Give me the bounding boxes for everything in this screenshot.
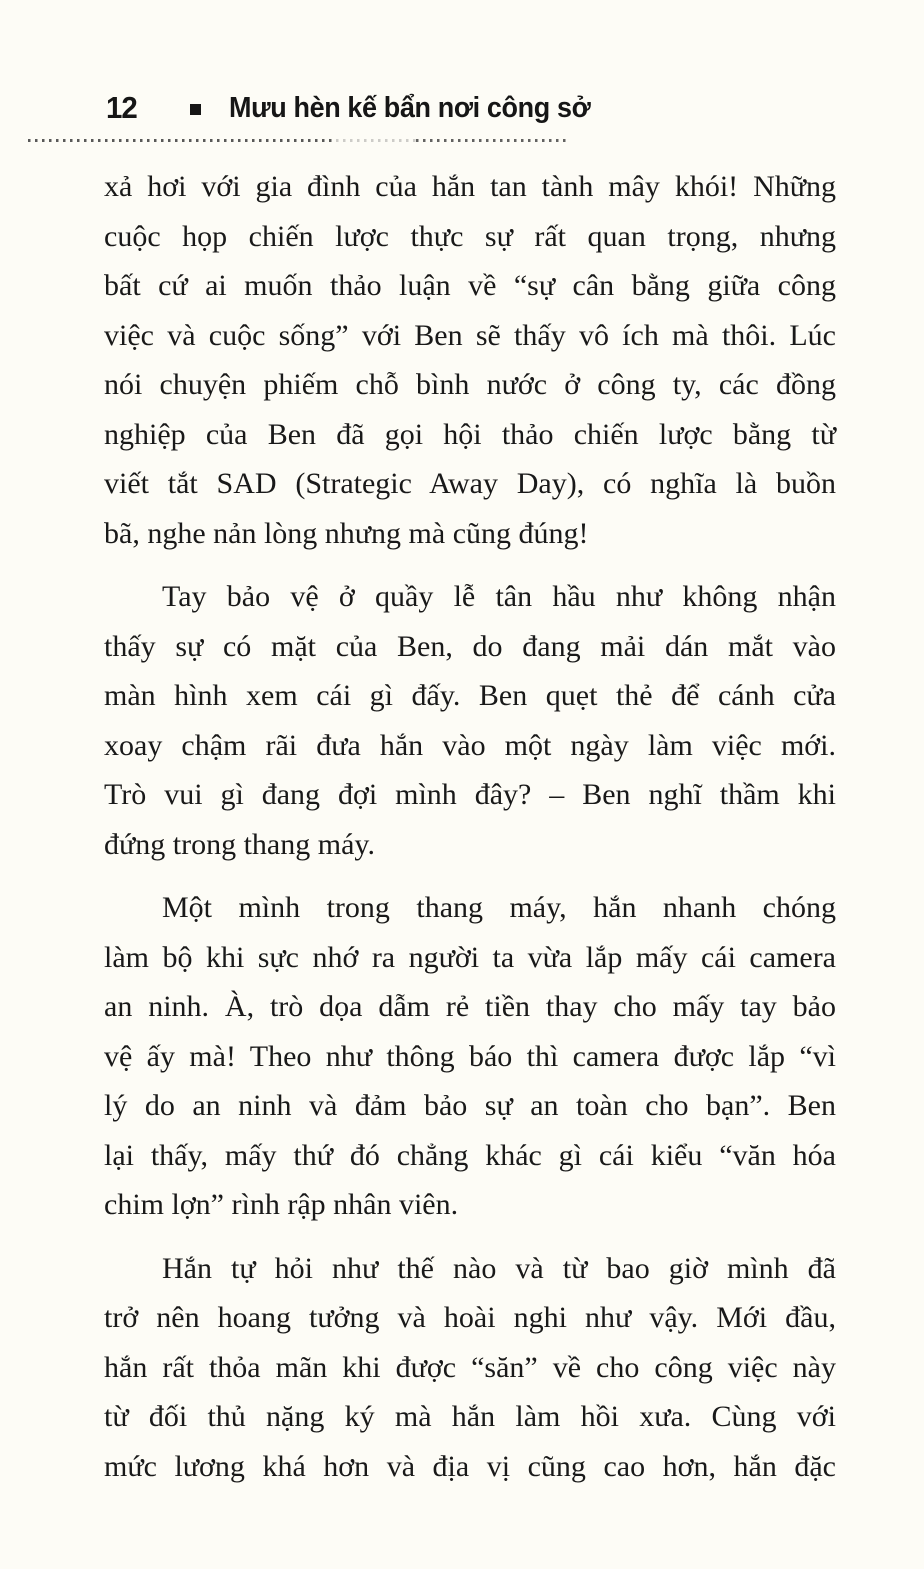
text-line: chim lợn” rình rập nhân viên. — [104, 1188, 459, 1221]
square-bullet-icon — [190, 104, 201, 115]
text-line: cuộc họp chiến lược thực sự rất quan trọng, nhưng — [104, 219, 836, 253]
text-line: nói chuyện phiếm chỗ bình nước ở công ty, các đồng — [104, 368, 836, 401]
paragraph — [104, 1244, 836, 1492]
text-line: thấy sự có mặt của Ben, do đang mải dán mắt vào — [104, 629, 836, 663]
header-dotted-rule-faded — [336, 139, 416, 142]
text-line: đứng trong thang máy. — [104, 827, 375, 861]
text-line: nghiệp của Ben đã gọi hội thảo chiến lược bằng từ — [104, 417, 836, 451]
page-number: 12 — [106, 90, 137, 125]
paragraph — [104, 883, 836, 1230]
text-line: màn hình xem cái gì đấy. Ben quẹt thẻ để cánh cửa — [104, 679, 836, 712]
text-line: xả hơi với gia đình của hắn tan tành mây khói! Những — [104, 170, 836, 203]
text-line: làm bộ khi sực nhớ ra người ta vừa lắp mấy cái camera — [104, 940, 836, 974]
body-text — [104, 162, 836, 1505]
text-line: bất cứ ai muốn thảo luận về “sự cân bằng giữa công — [104, 269, 836, 302]
running-header — [106, 90, 618, 126]
text-line: việc và cuộc sống” với Ben sẽ thấy vô ích mà thôi. Lúc — [104, 318, 836, 352]
text-line: Tay bảo vệ ở quầy lễ tân hầu như không nhận — [162, 580, 836, 613]
text-line: an ninh. À, trò dọa dẫm rẻ tiền thay cho mấy tay bảo — [104, 990, 836, 1023]
running-title: Mưu hèn kế bẩn nơi công sở — [229, 91, 591, 124]
text-line: Trò vui gì đang đợi mình đây? – Ben nghĩ thầm khi — [104, 778, 836, 811]
text-line: xoay chậm rãi đưa hắn vào một ngày làm việc mới. — [104, 728, 836, 762]
paragraph — [104, 162, 836, 558]
header-dotted-rule — [416, 139, 568, 142]
text-line: vệ ấy mà! Theo như thông báo thì camera được lắp “vì — [104, 1039, 836, 1073]
text-line: Hắn tự hỏi như thế nào và từ bao giờ mình đã — [162, 1251, 836, 1285]
text-line: trở nên hoang tưởng và hoài nghi như vậy. Mới đầu, — [104, 1301, 836, 1334]
text-line: lại thấy, mấy thứ đó chẳng khác gì cái kiểu “văn hóa — [104, 1138, 836, 1172]
text-line: từ đối thủ nặng ký mà hắn làm hồi xưa. Cùng với — [104, 1400, 836, 1433]
text-line: lý do an ninh và đảm bảo sự an toàn cho bạn”. Ben — [104, 1089, 836, 1122]
text-line: hắn rất thỏa mãn khi được “săn” về cho công việc này — [104, 1350, 836, 1384]
text-line: viết tắt SAD (Strategic Away Day), có nghĩa là buồn — [104, 467, 836, 500]
paragraph — [104, 572, 836, 869]
text-line: mức lương khá hơn và địa vị cũng cao hơn, hắn đặc — [104, 1449, 836, 1483]
text-line: bã, nghe nản lòng nhưng mà cũng đúng! — [104, 516, 589, 550]
text-line: Một mình trong thang máy, hắn nhanh chóng — [162, 891, 836, 924]
header-dotted-rule — [28, 139, 336, 142]
